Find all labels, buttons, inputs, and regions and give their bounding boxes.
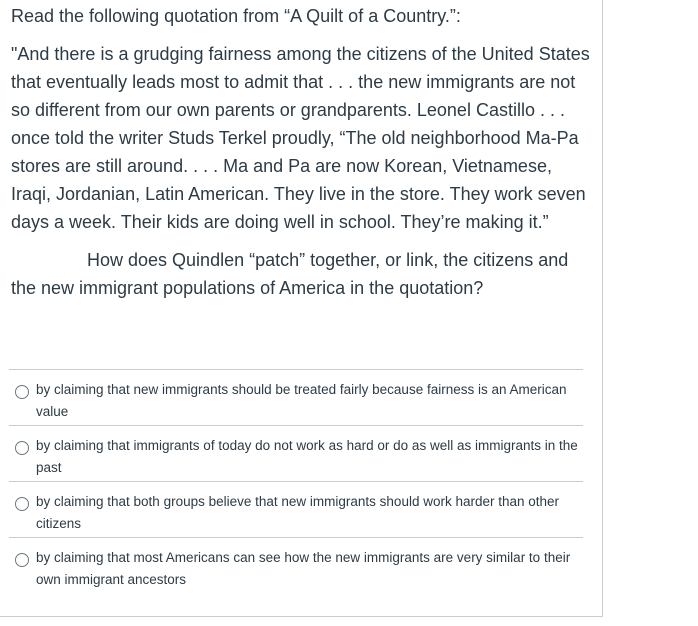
question-prompt: How does Quindlen “patch” together, or link, the citizens and the new immigrant populations of America in the quotation? (11, 250, 569, 298)
radio-button-3[interactable] (15, 497, 29, 511)
answer-label-3[interactable]: by claiming that both groups believe that new immigrants should work harder than other citizens (36, 494, 560, 531)
radio-button-4[interactable] (15, 553, 29, 567)
answer-label-1[interactable]: by claiming that new immigrants should be treated fairly because fairness is an American value (36, 382, 567, 419)
radio-button-1[interactable] (15, 385, 29, 399)
radio-button-2[interactable] (15, 441, 29, 455)
answer-option-4[interactable] (9, 537, 583, 593)
answer-label-2[interactable]: by claiming that immigrants of today do not work as hard or do as well as immigrants in the past (36, 438, 578, 475)
question-intro: Read the following quotation from “A Quilt of a Country.”: (11, 6, 461, 26)
question-text (11, 2, 591, 302)
answer-option-3[interactable] (9, 481, 583, 537)
answer-label-4[interactable]: by claiming that most Americans can see how the new immigrants are very similar to their own immigrant ancestors (36, 550, 571, 587)
question-quote: "And there is a grudging fairness among the citizens of the United States that eventually leads most to admit that . . . the new immigrants are not so different from our own parents or grandparents. Leonel Castillo . . . once told the writer Studs Terkel proudly, “The old neighborhood Ma-Pa stores are still around. . . . Ma and Pa are now Korean, Vietnamese, Iraqi, Jordanian, Latin American. They live in the store. They work seven days a week. Their kids are doing well in school. They’re making it.” (11, 44, 590, 232)
answer-list (9, 369, 583, 593)
answer-option-1[interactable] (9, 369, 583, 425)
answer-option-2[interactable] (9, 425, 583, 481)
